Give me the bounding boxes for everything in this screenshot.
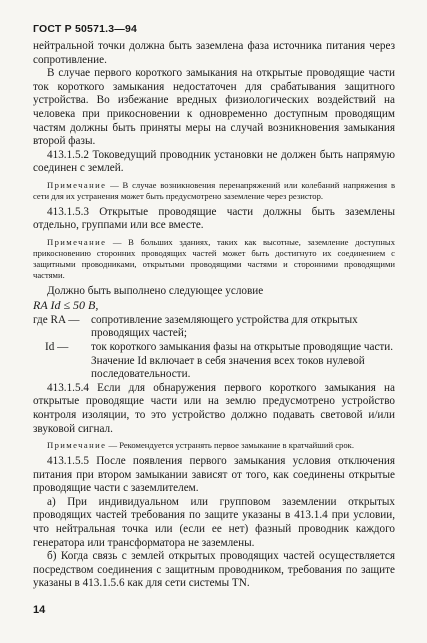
condition-intro: Должно быть выполнено следующее условие	[47, 284, 264, 297]
note-text: — В случае возникновения перенапряжений или колебаний напряжения в сети для их устранения может быть предусмотрено заземление через резистор.	[33, 179, 395, 201]
definition-text: сопротивление заземляющего устройства для открытых проводящих частей;	[91, 313, 358, 340]
clause-413-1-5-4: 413.1.5.4 Если для обнаружения первого короткого замыкания на открытые проводящие части или на землю предусмотрено устройство контроля изоляции, то это устройство должно подавать световой и/или звуковой сигнал.	[33, 381, 395, 435]
paragraph-continuation: нейтральной точки должна быть заземлена фаза источника питания через сопротивление.	[33, 40, 395, 66]
note-text: — Рекомендуется устранять первое замыкание в кратчайший срок.	[106, 440, 354, 451]
definition-label: Id —	[45, 340, 69, 353]
definition-label: где RA —	[33, 313, 80, 326]
clause-413-1-5-5: 413.1.5.5 После появления первого замыкания условия отключения питания при втором замыкании зависят от того, как соединены открытые проводящие части с заземлителем.	[33, 455, 395, 495]
note-2	[33, 237, 395, 281]
note-text: — В больших зданиях, таких как высотные, заземление доступных прикосновению сторонних проводящих частей может быть достигнуто их соединением с защитными проводниками, открытыми проводящими частями и сторонними проводящими частями.	[33, 236, 395, 280]
standard-header: ГОСТ Р 50571.3—94	[33, 23, 138, 35]
definition-id	[33, 341, 395, 382]
clause-413-1-5-2: 413.1.5.2 Токоведущий проводник установки не должен быть напрямую соединен с землей.	[33, 148, 395, 175]
document-body	[33, 40, 395, 591]
item-b: б) Когда связь с землей открытых проводящих частей осуществляется посредством соединения с защитным проводником, требования по защите указаны в 413.1.5.6 как для сети системы TN.	[33, 550, 395, 590]
note-label: Примечание	[47, 440, 107, 451]
definition-ra	[33, 314, 395, 341]
definition-text: ток короткого замыкания фазы на открытые проводящие части. Значение Id включает в себя значения всех токов нулевой последовательности.	[91, 340, 394, 381]
definitions	[33, 314, 395, 382]
clause-413-1-5-3: 413.1.5.3 Открытые проводящие части должны быть заземлены отдельно, группами или все вместе.	[33, 205, 395, 232]
note-3	[33, 440, 395, 451]
paragraph-first-fault: В случае первого короткого замыкания на открытые проводящие части ток короткого замыкания недостаточен для срабатывания защитного устройства. Во избежание вредных физиологических воздействий на человека при прикосновении к одновременно доступным проводящим частям должны быть приняты меры на случай возникновения замыкания второй фазы.	[33, 67, 395, 148]
formula: RA Id ≤ 50 В,	[33, 298, 99, 313]
note-1	[33, 180, 395, 202]
item-a: а) При индивидуальном или групповом заземлении открытых проводящих частей требования по защите указаны в 413.1.4 при условии, что нейтральная точка или (если ее нет) фазный проводник каждого генератора или трансформатора не заземлены.	[33, 495, 395, 549]
page-number: 14	[33, 604, 46, 616]
note-label: Примечание	[47, 179, 107, 190]
note-label: Примечание	[47, 236, 107, 247]
